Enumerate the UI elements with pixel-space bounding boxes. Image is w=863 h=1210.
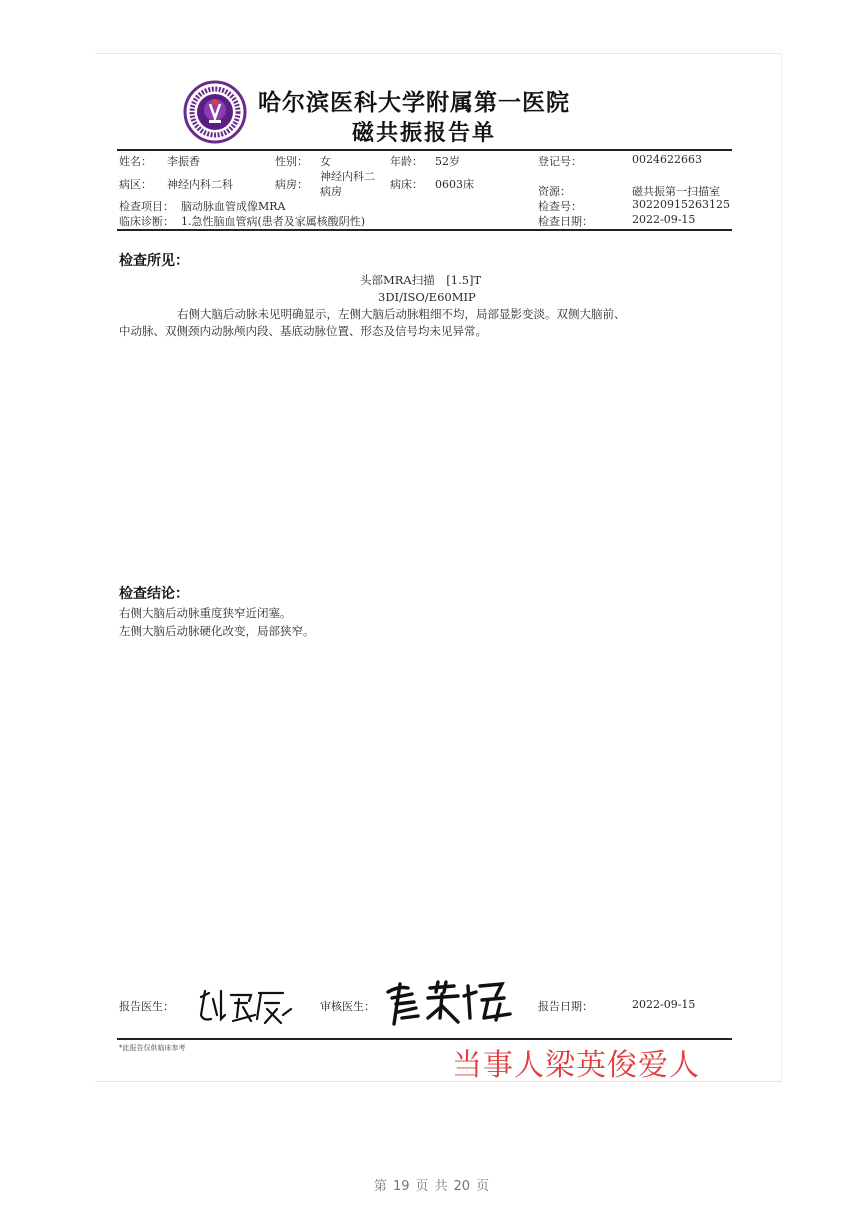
patient-age: 52岁 (435, 155, 460, 168)
page-number: 19 (392, 1179, 410, 1194)
reg-label: 登记号： (538, 155, 582, 168)
conclusion-line-2: 左侧大脑后动脉硬化改变，局部狭窄。 (119, 624, 315, 638)
total-pages: 20 (453, 1179, 471, 1194)
report-date-label: 报告日期： (538, 1000, 593, 1013)
diagnosis-value: 1.急性脑血管病(患者及家属核酸阴性) (181, 215, 366, 228)
exam-item-label: 检查项目： (119, 200, 174, 213)
findings-paragraph-line-2: 中动脉、双侧颈内动脉颅内段、基底动脉位置、形态及信号均未见异常。 (119, 324, 487, 338)
overlay-red-text: 当事人梁英俊爱人 (452, 1048, 700, 1083)
patient-sex: 女 (320, 155, 331, 168)
report-doctor-label: 报告医生： (119, 1000, 174, 1013)
room-value-line1: 神经内科二 (320, 170, 375, 183)
review-doctor-signature (384, 978, 520, 1028)
patient-name: 李振香 (167, 155, 200, 168)
scan-line-1: 头部MRA扫描 [1.5]T (360, 273, 482, 287)
conclusion-line-1: 右侧大脑后动脉重度狭窄近闭塞。 (119, 606, 292, 620)
resource-label: 资源： (538, 185, 571, 198)
ward-label: 病区： (119, 178, 152, 191)
total-prefix: 共 (434, 1179, 448, 1194)
reg-number: 0024622663 (632, 153, 702, 166)
page-unit: 页 (415, 1179, 429, 1194)
findings-heading: 检查所见： (119, 253, 189, 269)
page-prefix: 第 (373, 1179, 387, 1194)
hospital-name: 哈尔滨医科大学附属第一医院 (258, 90, 570, 116)
bed-label: 病床： (390, 178, 423, 191)
exam-date-label: 检查日期： (538, 215, 593, 228)
age-label: 年龄： (390, 155, 423, 168)
bed-value: 0603床 (435, 178, 474, 191)
report-date: 2022-09-15 (632, 998, 696, 1011)
review-doctor-label: 审核医生： (320, 1000, 375, 1013)
room-label: 病房： (275, 178, 308, 191)
report-doctor-signature (195, 985, 295, 1029)
scan-line-2: 3DI/ISO/E60MIP (378, 290, 476, 304)
conclusion-heading: 检查结论： (119, 586, 189, 602)
exam-no-label: 检查号： (538, 200, 582, 213)
header-bottom-rule (117, 229, 732, 231)
findings-paragraph-line-1: 右侧大脑后动脉未见明确显示，左侧大脑后动脉粗细不均，局部显影变淡。双侧大脑前、 (177, 307, 626, 321)
sex-label: 性别： (275, 155, 308, 168)
ward-value: 神经内科二科 (167, 178, 233, 191)
exam-number: 30220915263125 (632, 198, 730, 211)
name-label: 姓名： (119, 155, 152, 168)
exam-date: 2022-09-15 (632, 213, 696, 226)
footnote: *此报告仅供临床参考 (119, 1044, 186, 1052)
exam-item-value: 脑动脉血管成像MRA (181, 200, 286, 213)
resource-value: 磁共振第一扫描室 (632, 185, 720, 198)
hospital-emblem-icon (183, 80, 247, 144)
report-title: 磁共振报告单 (352, 121, 497, 146)
diagnosis-label: 临床诊断： (119, 215, 174, 228)
header-top-rule (117, 149, 732, 151)
page-indicator (0, 1175, 863, 1194)
total-unit: 页 (476, 1179, 490, 1194)
room-value-line2: 病房 (320, 185, 342, 198)
